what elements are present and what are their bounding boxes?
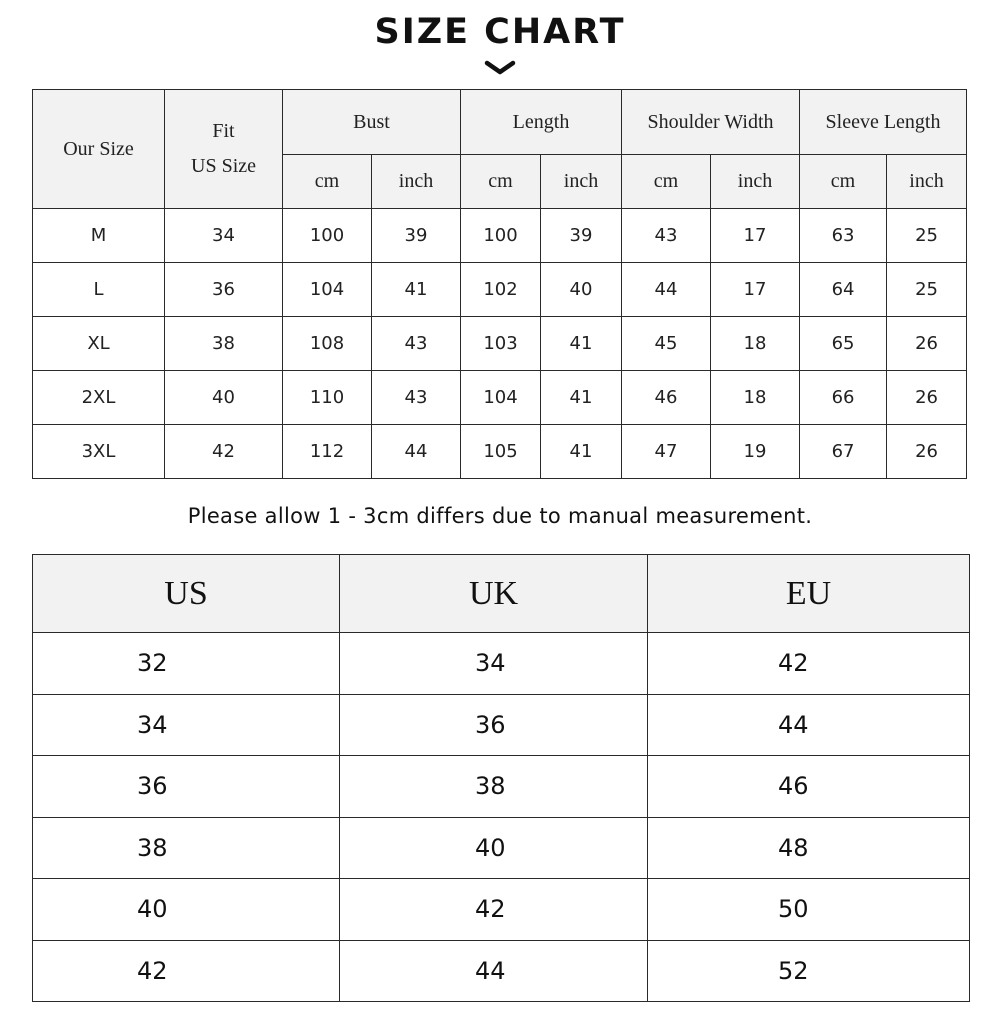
conversion-cell: 42	[648, 633, 970, 695]
measurement-cell: 18	[711, 317, 800, 371]
measurement-cell: 44	[372, 425, 461, 479]
conversion-header-us: US	[33, 555, 340, 633]
measurement-cell: 108	[283, 317, 372, 371]
unit-header: cm	[622, 155, 711, 209]
measurement-cell: 34	[165, 209, 283, 263]
chevron-down-icon	[484, 60, 516, 76]
conversion-cell: 40	[340, 817, 648, 879]
measurement-cell: 26	[887, 371, 967, 425]
unit-header: cm	[283, 155, 372, 209]
measurement-cell: 18	[711, 371, 800, 425]
measurement-cell: 67	[800, 425, 887, 479]
size-label-cell: 2XL	[33, 371, 165, 425]
header-bust: Bust	[283, 90, 461, 155]
size-label-cell: L	[33, 263, 165, 317]
header-fit-label: Fit	[212, 120, 235, 142]
conversion-cell: 42	[340, 879, 648, 941]
measurement-cell: 41	[372, 263, 461, 317]
measurement-cell: 100	[283, 209, 372, 263]
measurement-cell: 100	[461, 209, 541, 263]
conversion-cell: 44	[648, 694, 970, 756]
header-our-size: Our Size	[33, 90, 165, 209]
measurement-note: Please allow 1 - 3cm differs due to manual measurement.	[187, 504, 813, 528]
measurement-cell: 63	[800, 209, 887, 263]
conversion-cell: 38	[340, 756, 648, 818]
unit-header: inch	[541, 155, 622, 209]
conversion-cell: 38	[33, 817, 340, 879]
table-row	[33, 756, 970, 818]
table-row	[33, 317, 967, 371]
table-row	[33, 633, 970, 695]
measurement-cell: 103	[461, 317, 541, 371]
conversion-cell: 46	[648, 756, 970, 818]
table-row	[33, 209, 967, 263]
measurement-cell: 19	[711, 425, 800, 479]
measurement-cell: 45	[622, 317, 711, 371]
measurement-cell: 26	[887, 425, 967, 479]
conversion-cell: 48	[648, 817, 970, 879]
conversion-cell: 40	[33, 879, 340, 941]
conversion-cell: 44	[340, 940, 648, 1002]
measurement-cell: 65	[800, 317, 887, 371]
measurement-cell: 43	[622, 209, 711, 263]
measurement-cell: 40	[541, 263, 622, 317]
unit-header: cm	[800, 155, 887, 209]
table-row	[33, 425, 967, 479]
measurement-cell: 42	[165, 425, 283, 479]
measurement-cell: 43	[372, 371, 461, 425]
header-shoulder-width: Shoulder Width	[622, 90, 800, 155]
conversion-header-uk: UK	[340, 555, 648, 633]
size-chart-table	[32, 89, 967, 479]
measurement-cell: 43	[372, 317, 461, 371]
measurement-cell: 44	[622, 263, 711, 317]
measurement-cell: 47	[622, 425, 711, 479]
conversion-cell: 52	[648, 940, 970, 1002]
table-row	[33, 940, 970, 1002]
conversion-cell: 34	[340, 633, 648, 695]
measurement-cell: 25	[887, 209, 967, 263]
measurement-cell: 104	[283, 263, 372, 317]
measurement-cell: 25	[887, 263, 967, 317]
measurement-cell: 40	[165, 371, 283, 425]
conversion-cell: 34	[33, 694, 340, 756]
header-us-size-label: US Size	[191, 155, 256, 177]
conversion-cell: 50	[648, 879, 970, 941]
measurement-cell: 46	[622, 371, 711, 425]
unit-header: inch	[887, 155, 967, 209]
conversion-cell: 32	[33, 633, 340, 695]
size-label-cell: 3XL	[33, 425, 165, 479]
header-fit-us-size	[165, 90, 283, 209]
size-label-cell: M	[33, 209, 165, 263]
header-sleeve-length: Sleeve Length	[800, 90, 967, 155]
page-title: SIZE CHART	[374, 12, 626, 52]
measurement-cell: 41	[541, 371, 622, 425]
measurement-cell: 66	[800, 371, 887, 425]
header-length: Length	[461, 90, 622, 155]
measurement-cell: 26	[887, 317, 967, 371]
table-row	[33, 817, 970, 879]
measurement-cell: 102	[461, 263, 541, 317]
table-row	[33, 371, 967, 425]
unit-header: inch	[372, 155, 461, 209]
measurement-cell: 38	[165, 317, 283, 371]
size-label-cell: XL	[33, 317, 165, 371]
measurement-cell: 104	[461, 371, 541, 425]
table-row	[33, 879, 970, 941]
measurement-cell: 36	[165, 263, 283, 317]
measurement-cell: 41	[541, 425, 622, 479]
conversion-cell: 36	[33, 756, 340, 818]
measurement-cell: 39	[372, 209, 461, 263]
conversion-header-eu: EU	[648, 555, 970, 633]
measurement-cell: 110	[283, 371, 372, 425]
table-row	[33, 694, 970, 756]
unit-header: inch	[711, 155, 800, 209]
unit-header: cm	[461, 155, 541, 209]
measurement-cell: 64	[800, 263, 887, 317]
measurement-cell: 41	[541, 317, 622, 371]
measurement-cell: 17	[711, 209, 800, 263]
table-row	[33, 263, 967, 317]
size-conversion-table	[32, 554, 970, 1002]
measurement-cell: 39	[541, 209, 622, 263]
measurement-cell: 17	[711, 263, 800, 317]
measurement-cell: 112	[283, 425, 372, 479]
conversion-cell: 42	[33, 940, 340, 1002]
measurement-cell: 105	[461, 425, 541, 479]
conversion-cell: 36	[340, 694, 648, 756]
